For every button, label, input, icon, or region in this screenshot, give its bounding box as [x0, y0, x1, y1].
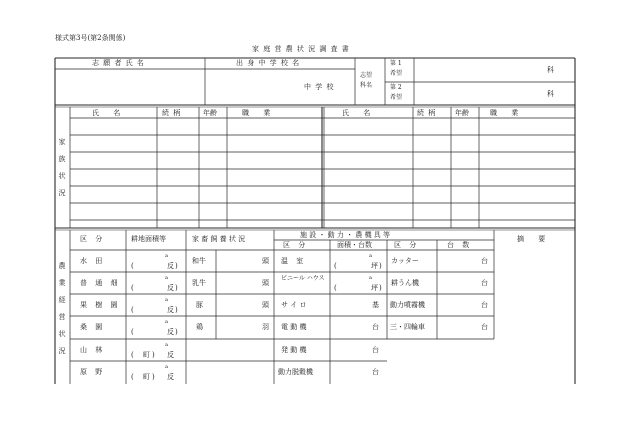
equipment-header: 施 設 ・ 動 力 ・ 農 機 具 等	[300, 231, 391, 239]
open-paren: (	[131, 328, 134, 336]
equipment-unit: 坪	[371, 262, 378, 270]
school-suffix: 中 学 校	[304, 83, 335, 91]
family-col-occupation-2: 職 業	[490, 109, 525, 117]
land-row-unit: 町	[143, 373, 150, 381]
family-col-name-2: 氏 名	[342, 109, 377, 117]
second-choice-label-2: 希望	[390, 94, 403, 101]
land-row-unit: 反	[167, 351, 174, 359]
area-mark: a	[165, 342, 168, 348]
area-mark: a	[369, 253, 372, 259]
land-row-unit: 反	[167, 328, 174, 336]
first-choice-course-suffix: 科	[547, 66, 554, 74]
area-mark: a	[165, 253, 168, 259]
livestock-animal: 和牛	[192, 257, 206, 265]
livestock-unit: 頭	[262, 257, 269, 265]
summary-header: 摘 要	[517, 235, 552, 243]
land-row-unit: 町	[143, 351, 150, 359]
land-col-category: 区 分	[80, 235, 106, 243]
equipment-name: 耕うん機	[391, 279, 419, 287]
second-choice-label-1: 第 2	[390, 84, 402, 91]
equipment-unit: 台	[481, 279, 488, 287]
equipment-name: カッター	[391, 257, 419, 265]
equipment-unit: 台	[372, 346, 379, 354]
close-paren: )	[175, 328, 178, 336]
livestock-animal: 鶏	[196, 323, 203, 331]
equipment-sub-count: 台 数	[447, 241, 473, 249]
equipment-name: 動力脱穀機	[278, 368, 313, 376]
desired-course-label-1: 志望	[360, 72, 373, 79]
livestock-unit: 頭	[262, 301, 269, 309]
open-paren: (	[334, 262, 337, 270]
open-paren: (	[131, 373, 134, 381]
land-row-category: 山 林	[80, 346, 106, 354]
livestock-header: 家 畜 飼 養 状 況	[192, 235, 246, 243]
page-title: 家 庭 営 農 状 況 調 査 書	[252, 45, 350, 53]
family-side-label: 家族状況	[58, 138, 66, 206]
equipment-name: サ イ ロ	[281, 301, 307, 309]
equipment-name: 動力噴霧機	[390, 301, 425, 309]
family-col-age: 年齢	[203, 109, 217, 117]
farming-side-label: 農業経営状況	[58, 262, 66, 364]
equipment-unit: 基	[372, 301, 379, 309]
area-mark: a	[165, 319, 168, 325]
equipment-name: ビニール ハウス	[281, 275, 325, 282]
land-row-category: 桑 園	[80, 323, 106, 331]
family-col-relation: 続 柄	[162, 109, 182, 117]
close-paren: )	[175, 306, 178, 314]
first-choice-label-2: 希望	[390, 70, 403, 77]
open-paren: (	[334, 284, 337, 292]
equipment-sub-category-2: 区 分	[394, 241, 420, 249]
family-col-occupation: 職 業	[242, 109, 277, 117]
land-col-area: 耕地面積等	[131, 235, 166, 243]
equipment-unit: 台	[481, 301, 488, 309]
close-paren: )	[175, 284, 178, 292]
equipment-unit: 台	[372, 368, 379, 376]
close-paren: )	[152, 351, 155, 359]
family-col-age-2: 年齢	[455, 109, 469, 117]
first-choice-label-1: 第 1	[390, 60, 402, 67]
land-row-category: 原 野	[80, 368, 106, 376]
equipment-unit: 台	[481, 323, 488, 331]
family-col-relation-2: 続 柄	[417, 109, 437, 117]
open-paren: (	[131, 351, 134, 359]
open-paren: (	[131, 284, 134, 292]
equipment-name: 温 室	[281, 257, 307, 265]
open-paren: (	[131, 262, 134, 270]
area-mark: a	[165, 275, 168, 281]
equipment-unit: 台	[481, 257, 488, 265]
equipment-sub-amount: 面積・台数	[337, 241, 372, 249]
land-row-category: 果 樹 園	[80, 301, 121, 309]
area-mark: a	[165, 364, 168, 370]
school-header: 出 身 中 学 校 名	[236, 59, 301, 67]
land-row-unit: 反	[167, 262, 174, 270]
equipment-name: 電 動 機	[281, 323, 307, 331]
livestock-animal: 乳牛	[192, 279, 206, 287]
applicant-name-header: 志 願 者 氏 名	[92, 59, 145, 67]
land-row-category: 普 通 畑	[80, 279, 121, 287]
equipment-sub-category: 区 分	[283, 241, 309, 249]
close-paren: )	[379, 262, 382, 270]
area-mark: a	[369, 275, 372, 281]
close-paren: )	[152, 373, 155, 381]
close-paren: )	[175, 262, 178, 270]
equipment-unit: 台	[372, 323, 379, 331]
second-choice-course-suffix: 科	[547, 90, 554, 98]
family-col-name: 氏 名	[92, 109, 127, 117]
livestock-animal: 豚	[196, 301, 203, 309]
land-row-unit: 反	[167, 306, 174, 314]
open-paren: (	[131, 306, 134, 314]
land-row-unit: 反	[167, 284, 174, 292]
livestock-unit: 羽	[262, 323, 269, 331]
equipment-name: 三・四輪車	[390, 323, 425, 331]
area-mark: a	[165, 297, 168, 303]
form-number: 様式第3号(第2条関係)	[55, 34, 126, 42]
land-row-category: 水 田	[80, 257, 106, 265]
land-row-unit: 反	[167, 373, 174, 381]
equipment-unit: 坪	[371, 284, 378, 292]
close-paren: )	[379, 284, 382, 292]
livestock-unit: 頭	[262, 279, 269, 287]
equipment-name: 発 動 機	[281, 346, 307, 354]
desired-course-label-2: 科名	[360, 82, 373, 89]
